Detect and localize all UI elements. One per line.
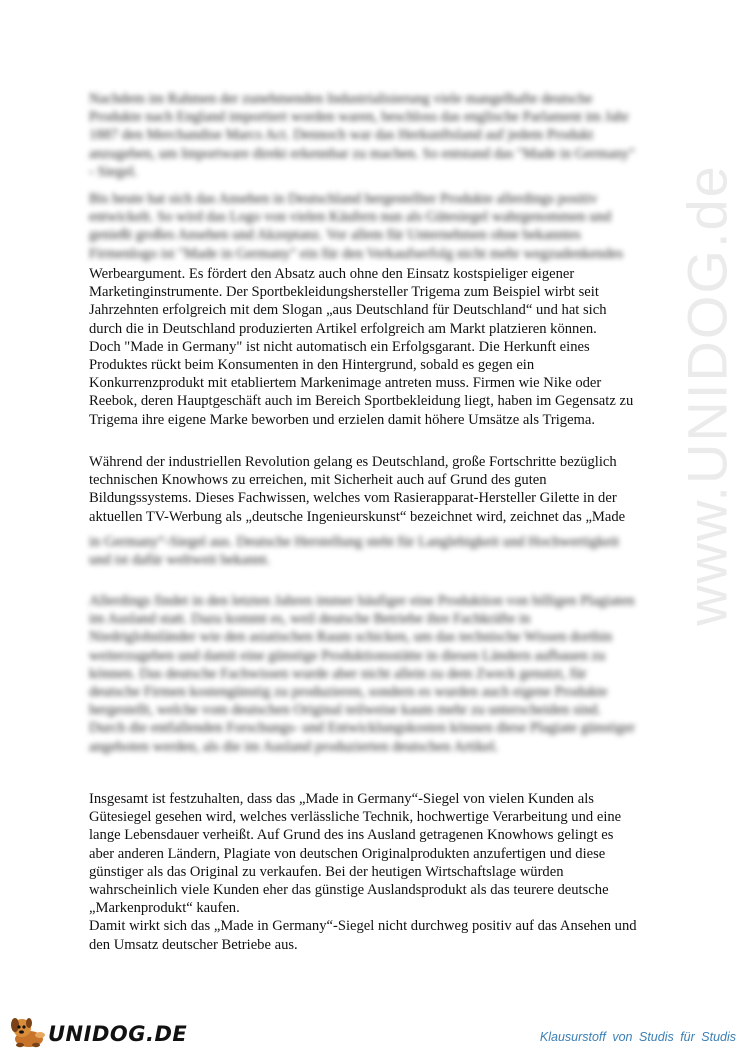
paragraph-reputation-blurred (89, 190, 671, 263)
text-line: und ist dafür weltweit bekannt. (89, 552, 271, 569)
text-line: - Siegel. (89, 163, 138, 180)
text-line: Firmenlogo ist "Made in Germany" ein für den Verkaufserfolg nicht mehr wegzudenkendes (89, 245, 624, 262)
paragraph-reputation (89, 265, 671, 429)
text-line: wahrscheinlich viele Kunden eher das günstige Auslandsprodukt als das teurere deutsche (89, 882, 609, 899)
text-line: Produkte nach England importiert worden waren, beschloss das englische Parlament im Jahr (89, 109, 629, 126)
text-line: können. Das deutsche Fachwissen wurde aber nicht allein zu dem Zweck genutzt, für (89, 665, 587, 682)
text-line: Konkurrenzprodukt mit etabliertem Markenimage antreten muss. Firmen wie Nike oder (89, 375, 602, 392)
text-line: entwickelt. So wird das Logo von vielen Käufern nun als Gütesiegel wahrgenommen und (89, 209, 612, 226)
text-line: Insgesamt ist festzuhalten, dass das „Made in Germany“-Siegel von vielen Kunden als (89, 791, 594, 807)
text-line: Bildungssystems. Dieses Fachwissen, welches vom Rasierapparat-Hersteller Gilette in der (89, 490, 617, 507)
text-line: günstiger als das Original zu verkaufen. Bei der heutigen Wirtschaftslage würden (89, 863, 564, 880)
text-line: im Ausland statt. Dazu kommt es, weil deutsche Betriebe ihre Fachkräfte in (89, 611, 531, 628)
text-line: lange Lebensdauer verheißt. Auf Grund des ins Ausland getragenen Knowhows gelingt es (89, 827, 614, 844)
text-line: Damit wirkt sich das „Made in Germany“-Siegel nicht durchweg positiv auf das Ansehen und (89, 918, 637, 935)
footer-tagline: Klausurstoff von Studis für Studis (539, 1030, 736, 1044)
text-line: Während der industriellen Revolution gelang es Deutschland, große Fortschritte bezüglich (89, 454, 617, 470)
text-line: angeboten werden, als die im Ausland produzierten deutschen Artikel. (89, 738, 499, 755)
text-line: genießt großes Ansehen und Akzeptanz. Vor allem für Unternehmen ohne bekanntes (89, 227, 581, 244)
paragraph-industrial-revolution-blurred (89, 533, 671, 569)
paragraph-plagiarism-blurred (89, 592, 671, 756)
text-line: Nachdem im Rahmen der zunehmenden Industrialisierung viele mangelhafte deutsche (89, 91, 593, 107)
text-line: in Germany“-Siegel aus. Deutsche Herstellung steht für Langlebigkeit und Hochwertigkeit (89, 534, 620, 550)
text-line: aktuellen TV-Werbung als „deutsche Ingenieurskunst“ bezeichnet wird, zeichnet das „Made (89, 508, 626, 525)
text-line: Marketinginstrumente. Der Sportbekleidungshersteller Trigema zum Beispiel wirbt seit (89, 284, 599, 301)
text-line: Produktes rückt beim Konsumenten in den Hintergrund, sobald es gegen ein (89, 357, 535, 374)
text-line: Gütesiegel gesehen wird, welches verlässliche Technik, hochwertige Verarbeitung und eine (89, 809, 622, 826)
paragraph-intro-blurred (89, 90, 671, 181)
text-line: 1887 den Merchandise Marcs Act. Dennoch war das Herkunftsland auf jedem Produkt (89, 127, 594, 144)
text-line: Jahrzehnten erfolgreich mit dem Slogan „aus Deutschland für Deutschland“ und hat sich (89, 302, 607, 319)
logo-text: UNIDOG.DE (48, 1022, 188, 1046)
text-line: Doch "Made in Germany" ist nicht automatisch ein Erfolgsgarant. Die Herkunft eines (89, 338, 590, 355)
paragraph-industrial-revolution (89, 453, 671, 526)
dog-mascot-icon (8, 1015, 50, 1049)
text-line: durch die in Deutschland produzierten Artikel erfolgreich am Markt platzieren können. (89, 320, 597, 337)
unidog-logo[interactable] (8, 1015, 187, 1049)
text-line: Bis heute hat sich das Ansehen in Deutschland hergestellter Produkte allerdings positiv (89, 191, 598, 207)
paragraph-conclusion (89, 790, 671, 954)
text-line: anzugeben, um Importware direkt erkennbar zu machen. So entstand das "Made in Germany" (89, 145, 636, 162)
text-line: deutsche Firmen kostengünstig zu produzieren, sondern es wurden auch eigene Produkte (89, 684, 608, 701)
text-line: Trigema ihre eigene Marke beworben und erzielen damit höhere Umsätze als Trigema. (89, 411, 596, 428)
text-line: Niedriglohnländer wie den asiatischen Raum schicken, um das technische Wissen dorthin (89, 629, 613, 646)
text-line: hergestellt, welche vom deutschen Original teilweise kaum mehr zu unterscheiden sind. (89, 702, 601, 719)
text-line: technischen Knowhows zu erreichen, mit Sicherheit auch auf Grund des guten (89, 472, 547, 489)
text-line: „Markenprodukt“ kaufen. (89, 900, 240, 917)
text-line: Werbeargument. Es fördert den Absatz auch ohne den Einsatz kostspieliger eigener (89, 266, 575, 282)
text-line: den Umsatz deutscher Betriebe aus. (89, 936, 298, 953)
text-line: Durch die entfallenden Forschungs- und Entwicklungskosten können diese Plagiate günstiger (89, 720, 635, 737)
text-line: aber anderen Ländern, Plagiate von deutschen Originalprodukten anzufertigen und diese (89, 845, 606, 862)
text-line: weiterzugeben und damit eine günstige Produktionsstätte in diesen Ländern aufbauen zu (89, 647, 606, 664)
text-line: Reebok, deren Hauptgeschäft auch im Bereich Sportbekleidung liegt, haben im Gegensatz zu (89, 393, 634, 410)
unidog-watermark: www.UNIDOG.de (675, 164, 739, 626)
text-line: Allerdings findet in den letzten Jahren immer häufiger eine Produktion von billigen Plagiaten (89, 593, 635, 609)
